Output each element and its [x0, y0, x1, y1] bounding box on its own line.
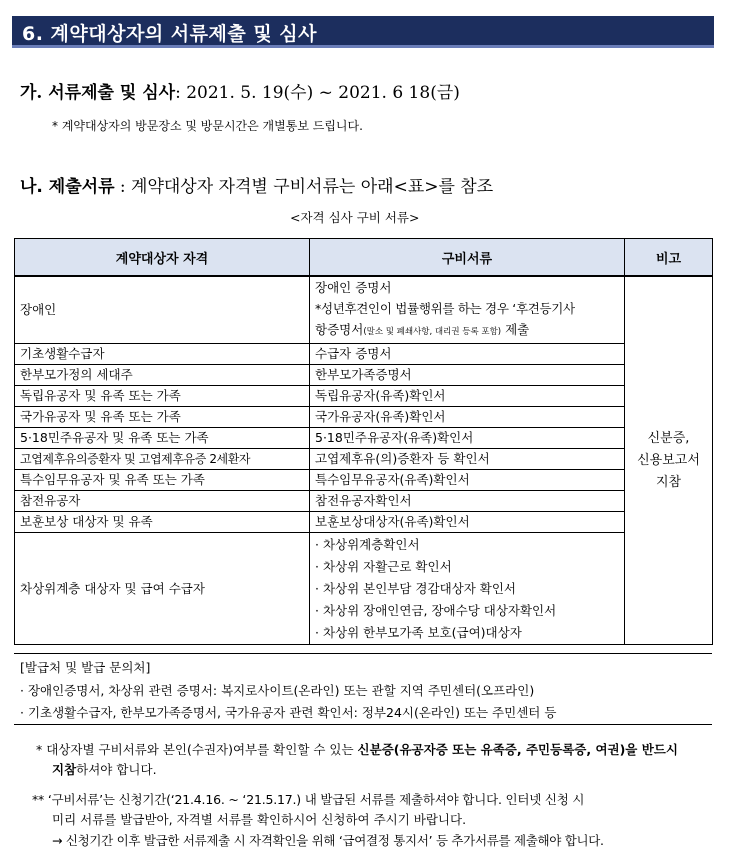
section-title: 6. 계약대상자의 서류제출 및 심사: [22, 23, 317, 45]
qualification-cell: 기초생활수급자: [15, 344, 310, 365]
section-title-bar: [12, 16, 714, 48]
issuer-info-box: [14, 653, 712, 725]
documents-heading: [20, 172, 493, 197]
table-caption: <자격 심사 구비 서류>: [290, 210, 420, 225]
table-row: [15, 449, 713, 470]
issuer-title: [발급처 및 발급 문의처]: [20, 660, 151, 675]
qualification-cell: 한부모가정의 세대주: [15, 365, 310, 386]
issuer-line: · 장애인증명서, 차상위 관련 증명서: 복지로사이트(온라인) 또는 관할 지역 주민센터(오프라인): [20, 683, 535, 698]
documents-cell: 5·18민주유공자(유족)확인서: [310, 428, 625, 449]
footnote-id-required: * 대상자별 구비서류와 본인(수권자)여부를 확인할 수 있는 신분증(유공자증 또는 유족증, 주민등록증, 여권)을 반드시: [36, 742, 678, 757]
documents-cell: 참전유공자확인서: [310, 491, 625, 512]
table-row: [15, 470, 713, 491]
documents-cell: · 차상위계층확인서 · 차상위 자활근로 확인서 · 차상위 본인부담 경감대상자 확인서 · 차상위 장애인연금, 장애수당 대상자확인서 · 차상위 한부모가족 보호(급여)대상자: [310, 533, 625, 645]
qualification-cell: 국가유공자 및 유족 또는 가족: [15, 407, 310, 428]
footnote-document-period: ** ‘구비서류’는 신청기간(‘21.4.16. ~ ‘21.5.17.) 내 발급된 서류를 제출하셔야 합니다. 인터넷 신청 시: [32, 792, 585, 807]
table-row: [15, 386, 713, 407]
documents-label: 나. 제출서류: [20, 177, 115, 197]
table-row: [15, 491, 713, 512]
qualification-cell: 고엽제후유의증환자 및 고엽제후유증 2세환자: [15, 449, 310, 470]
qualification-cell: 보훈보상 대상자 및 유족: [15, 512, 310, 533]
header-qualification: 계약대상자 자격: [15, 239, 310, 277]
header-documents: 구비서류: [310, 239, 625, 277]
qualification-cell: 차상위계층 대상자 및 급여 수급자: [15, 533, 310, 645]
footnote-document-period: 미리 서류를 발급받아, 자격별 서류를 확인하시어 신청하여 주시기 바랍니다.: [52, 812, 467, 827]
qualification-cell: 참전유공자: [15, 491, 310, 512]
table-row: [15, 276, 713, 344]
documents-cell: 한부모가족증명서: [310, 365, 625, 386]
documents-cell: 국가유공자(유족)확인서: [310, 407, 625, 428]
qualification-cell: 특수임무유공자 및 유족 또는 가족: [15, 470, 310, 491]
remarks-cell: 신분증, 신용보고서 지참: [625, 276, 713, 645]
header-remarks: 비고: [625, 239, 713, 277]
issuer-line: · 기초생활수급자, 한부모가족증명서, 국가유공자 관련 확인서: 정부24시(온라인) 또는 주민센터 등: [20, 705, 557, 720]
table-row: [15, 344, 713, 365]
footnote-id-required-cont: 지참하셔야 합니다.: [52, 762, 157, 777]
table-row: [15, 533, 713, 645]
documents-intro: : 계약대상자 자격별 구비서류는 아래<표>를 참조: [114, 177, 494, 197]
table-row: [15, 407, 713, 428]
documents-cell: 수급자 증명서: [310, 344, 625, 365]
qualification-cell: 5·18민주유공자 및 유족 또는 가족: [15, 428, 310, 449]
submission-period-dates: 2021. 5. 19(수) ~ 2021. 6 18(금): [180, 83, 460, 103]
qualification-cell: 독립유공자 및 유족 또는 가족: [15, 386, 310, 407]
documents-cell: 특수임무유공자(유족)확인서: [310, 470, 625, 491]
documents-cell: 고엽제후유(의)증환자 등 확인서: [310, 449, 625, 470]
documents-cell: 장애인 증명서 *성년후견인이 법률행위를 하는 경우 ‘후견등기사 항증명서(말소 및 폐쇄사항, 대리권 등록 포함) 제출: [310, 276, 625, 344]
table-row: [15, 365, 713, 386]
submission-period-heading: 가. 서류제출 및 심사: 2021. 5. 19(수) ~ 2021. 6 18(금): [20, 83, 460, 103]
table-row: [15, 512, 713, 533]
qualification-cell: 장애인: [15, 276, 310, 344]
footnote-additional-docs: → 신청기간 이후 발급한 서류제출 시 자격확인을 위해 ‘급여결정 통지서’ 등 추가서류를 제출해야 합니다.: [52, 833, 604, 848]
documents-cell: 독립유공자(유족)확인서: [310, 386, 625, 407]
visit-notice: * 계약대상자의 방문장소 및 방문시간은 개별통보 드립니다.: [52, 119, 363, 133]
submission-period-label: 가. 서류제출 및 심사: [20, 83, 176, 103]
documents-cell: 보훈보상대상자(유족)확인서: [310, 512, 625, 533]
requirements-table: [14, 238, 713, 645]
table-row: [15, 428, 713, 449]
